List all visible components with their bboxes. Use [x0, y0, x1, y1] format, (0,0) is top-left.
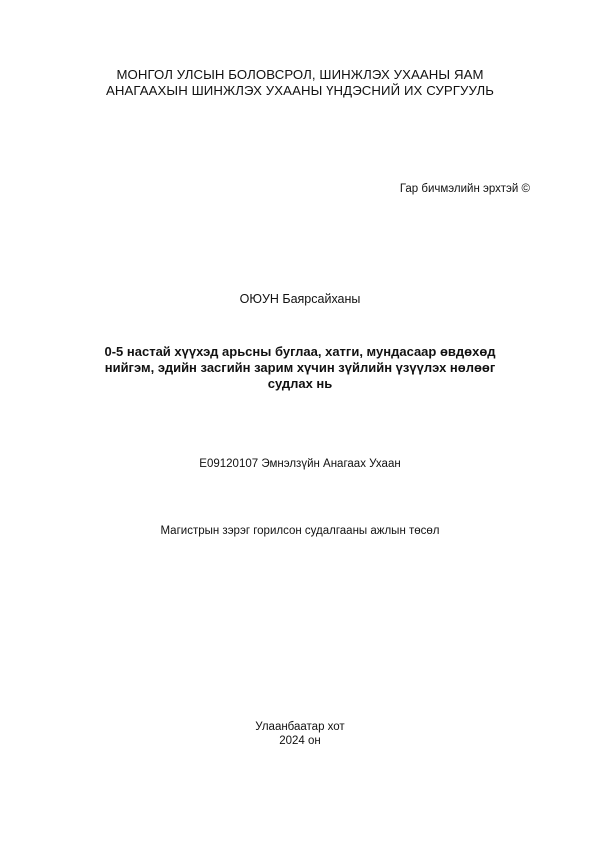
thesis-title-line: 0-5 настай хүүхэд арьсны буглаа, хатги, мундасаар өвдөхөд — [104, 344, 496, 359]
place-city: Улаанбаатар хот — [255, 721, 345, 733]
institution-header — [0, 67, 600, 99]
university-name: АНАГААХЫН ШИНЖЛЭХ УХААНЫ ҮНДЭСНИЙ ИХ СУРГУУЛЬ — [105, 83, 495, 98]
ministry-name: МОНГОЛ УЛСЫН БОЛОВСРОЛ, ШИНЖЛЭХ УХААНЫ ЯАМ — [116, 67, 484, 82]
place-and-year — [0, 720, 600, 748]
degree-description: Магистрын зэрэг горилсон судалгааны ажлын төсөл — [160, 525, 440, 537]
thesis-title — [80, 344, 520, 392]
thesis-title-line: нийгэм, эдийн засгийн зарим хүчин зүйлийн үзүүлэх нөлөөг — [104, 360, 496, 375]
publication-year: 2024 он — [279, 735, 321, 747]
author-name: ОЮУН Баярсайханы — [239, 292, 361, 306]
copyright-notice: Гар бичмэлийн эрхтэй © — [399, 183, 530, 195]
specialty-code: E09120107 Эмнэлзүйн Анагаах Ухаан — [199, 458, 401, 470]
thesis-title-line: судлах нь — [267, 376, 333, 391]
